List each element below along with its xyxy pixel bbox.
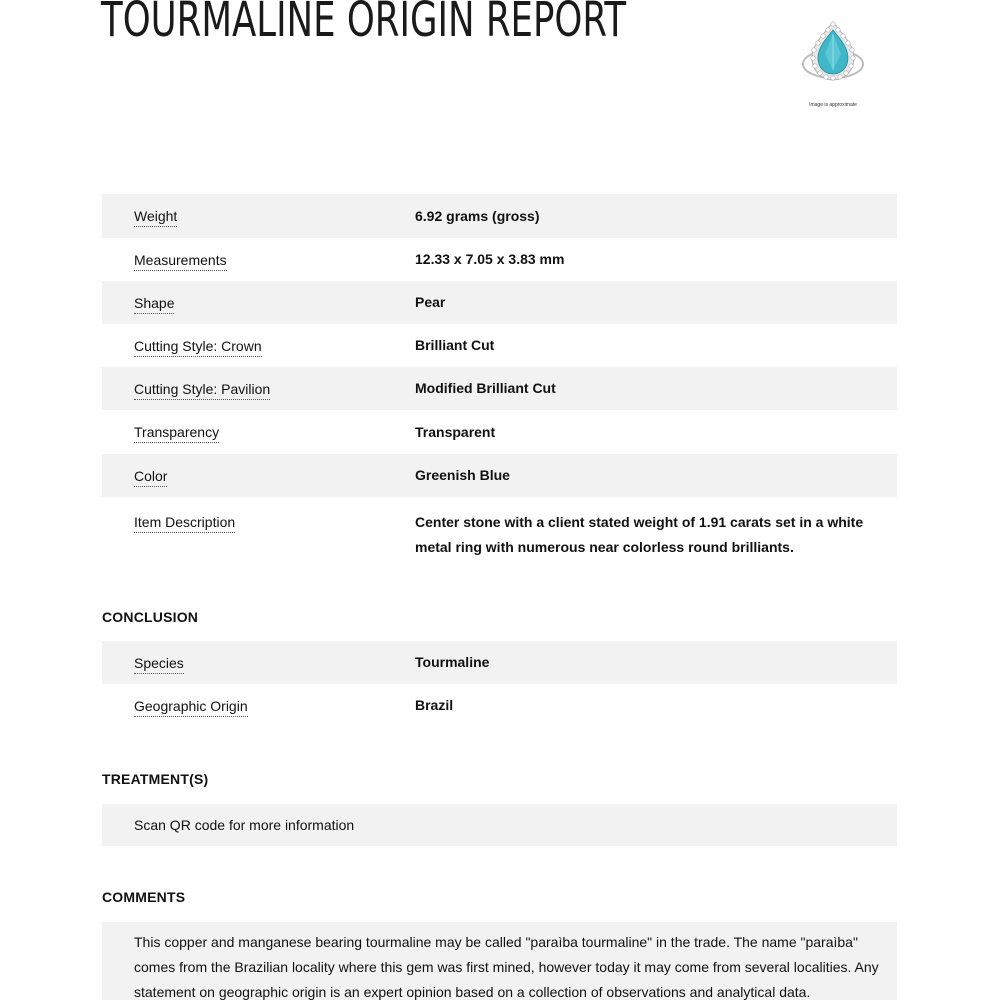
row-label: Item Description xyxy=(134,514,235,533)
row-value: Greenish Blue xyxy=(415,467,510,483)
details-table xyxy=(102,194,897,567)
table-row xyxy=(102,194,897,238)
row-value: Brilliant Cut xyxy=(415,337,495,353)
comments-heading: COMMENTS xyxy=(102,889,186,905)
row-label: Species xyxy=(134,655,184,674)
row-value: Transparent xyxy=(415,423,496,440)
report-title: TOURMALINE ORIGIN REPORT xyxy=(101,0,627,48)
row-label: Cutting Style: Pavilion xyxy=(134,381,270,400)
row-label: Color xyxy=(134,468,167,487)
table-row xyxy=(102,684,897,727)
row-label: Measurements xyxy=(134,252,227,271)
row-label: Transparency xyxy=(134,424,219,443)
table-row xyxy=(102,454,897,497)
row-value: Center stone with a client stated weight of 1.91 carats set in a white metal ring with numerous near colorless round brilliants. xyxy=(415,514,864,555)
table-row xyxy=(102,367,897,410)
treatments-heading: TREATMENT(S) xyxy=(102,771,209,787)
row-value: 6.92 grams (gross) xyxy=(415,207,540,224)
row-value: Modified Brilliant Cut xyxy=(415,380,556,396)
conclusion-table xyxy=(102,641,897,727)
treatments-text: Scan QR code for more information xyxy=(102,804,897,846)
table-row xyxy=(102,281,897,324)
ring-icon xyxy=(798,18,868,98)
image-caption: Image is approximate xyxy=(809,102,857,108)
table-row xyxy=(102,641,897,684)
table-row xyxy=(102,324,897,367)
row-label: Cutting Style: Crown xyxy=(134,338,262,357)
row-value: 12.33 x 7.05 x 3.83 mm xyxy=(415,251,565,267)
comments-text: This copper and manganese bearing tourmaline may be called "paraìba tourmaline" in the trade. The name "paraìba" comes from the Brazilian locality where this gem was first mined, however today it may come from several localities. Any statement on geographic origin is an expert opinion based on a collection of observations and analytical data. xyxy=(102,922,897,1000)
row-value: Pear xyxy=(415,294,446,310)
conclusion-heading: CONCLUSION xyxy=(102,609,199,625)
table-row xyxy=(102,410,897,454)
row-value: Tourmaline xyxy=(415,654,490,670)
row-value: Brazil xyxy=(415,697,454,713)
row-label: Weight xyxy=(134,208,177,227)
row-label: Geographic Origin xyxy=(134,698,248,717)
table-row xyxy=(102,497,897,567)
row-label: Shape xyxy=(134,295,174,314)
ring-image xyxy=(798,18,868,113)
table-row xyxy=(102,238,897,281)
